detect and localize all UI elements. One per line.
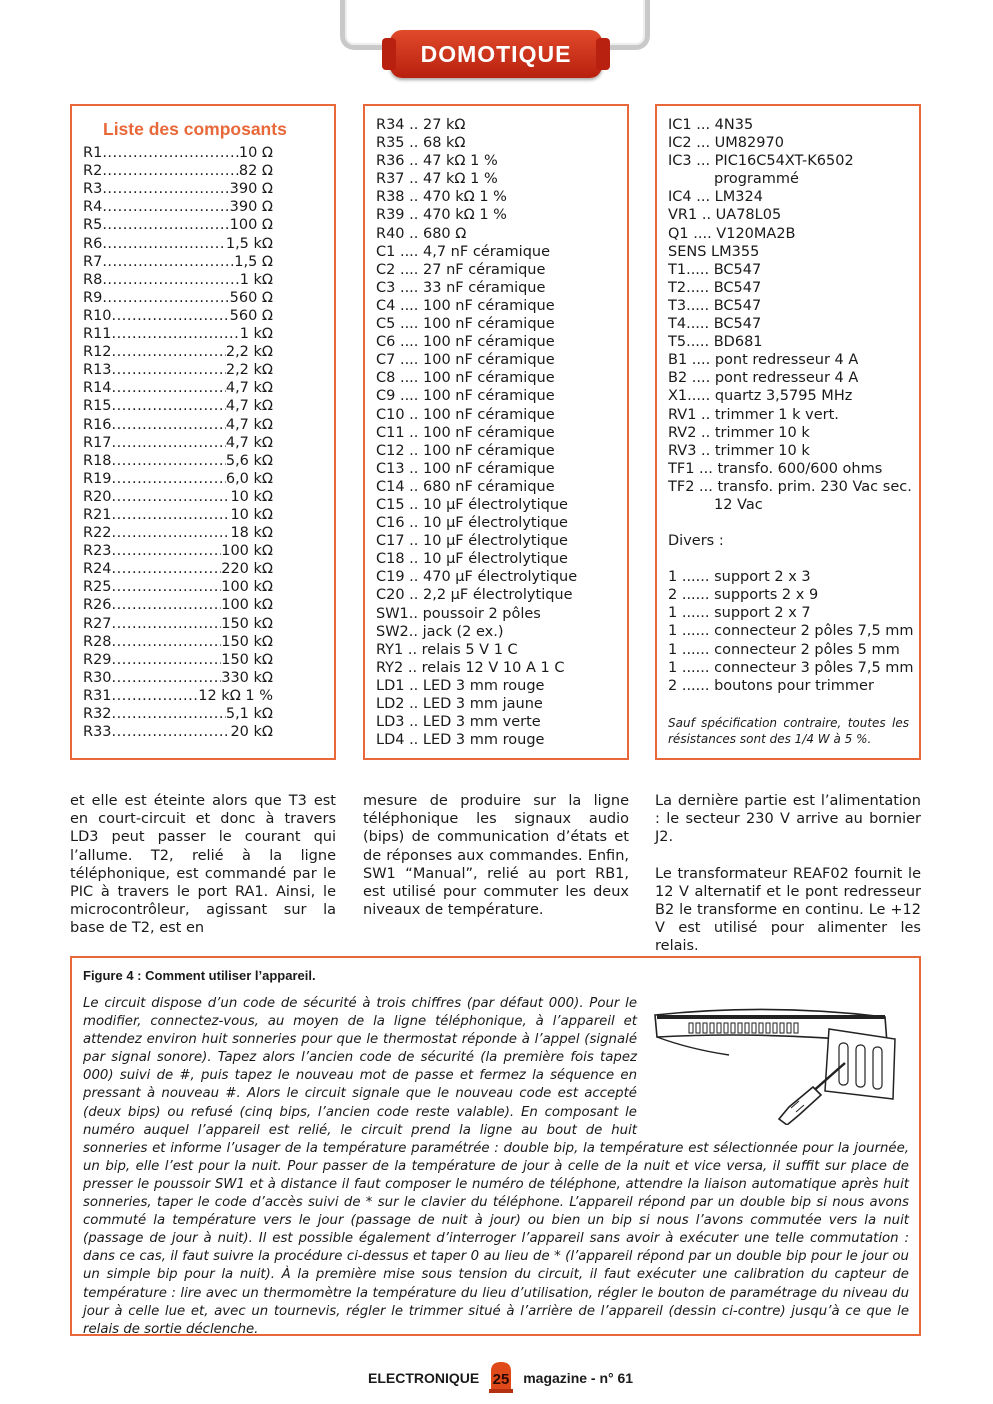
component-ref: R4: [83, 199, 103, 216]
component-value: 5,6 kΩ: [225, 452, 273, 469]
component-line: R38 .. 470 kΩ 1 %: [376, 189, 507, 206]
component-line: X1..... quartz 3,5795 MHz: [668, 388, 853, 405]
components-box-left: [70, 104, 336, 760]
component-line: 1 ...... support 2 x 3: [668, 569, 811, 586]
components-box-right: [655, 104, 921, 760]
component-value: 6,0 kΩ: [225, 470, 273, 487]
trimmer-adjustment-illustration: [649, 995, 913, 1125]
component-row: [83, 596, 273, 614]
component-ref: R33: [83, 724, 112, 741]
divers-list: [668, 568, 914, 695]
component-line: B2 .... pont redresseur 4 A: [668, 370, 859, 387]
leader-dots: [112, 542, 222, 560]
component-row: [83, 506, 273, 524]
divers-title: Divers :: [668, 533, 724, 550]
component-row: [83, 470, 273, 488]
leader-dots: [102, 144, 239, 162]
component-ref: R18: [83, 452, 112, 469]
components-box-middle: [363, 104, 629, 760]
paragraph: La dernière partie est l’alimentation : le secteur 230 V arrive au bornier J2.: [655, 793, 921, 846]
paragraph: mesure de produire sur la ligne téléphonique les signaux audio (bips) de communication d’états et de réponses aux commandes. Enfin, SW1 “Manual”, relié au port RB1, est utilisé pour commuter les deux niveaux de température.: [363, 793, 629, 919]
component-line: SW2.. jack (2 ex.): [376, 623, 504, 640]
component-value: 150 kΩ: [221, 615, 273, 632]
leader-dots: [112, 560, 222, 578]
components-title: Liste des composants: [103, 119, 287, 139]
paragraph: Le transformateur REAF02 fournit le 12 V alternatif et le pont redresseur B2 le transforme en continu. Le +12 V est utilisé pour alimenter les relais.: [655, 865, 921, 955]
component-line: IC3 ... PIC16C54XT-K6502: [668, 153, 854, 170]
figure-text: Le circuit dispose d’un code de sécurité à trois chiffres (par défaut 000). Pour le modifier, connectez-vous, au moyen de la ligne téléphonique, à l’appareil et attendez environ huit sonneries pour que le thermostat réponde à l’appel (signalé par signal sonore). Tapez alors l’ancien code de sécurité (la première fois tapez 000) suivi de #, puis tapez le nouveau mot de passe et fermez la séquence en pressant à nouveau #. Alors le circuit signale que le nouveau code est accepté (deux bips) ou refusé (cinq bips, l’ancien code reste valable). En composant le numéro auquel l’appareil est relié, le circuit prend la ligne au bout de huit sonneries et informe l’usager de la température paramétrée : double bip, la température est sélectionnée pour la journée, un bip, elle l’est pour la nuit. Pour passer de la température de jour à celle de la nuit et vice versa, il suffit sur place de presser le poussoir SW1 et à distance il faut composer le numéro de téléphone, attendre la liaison automatique après huit sonneries, taper le code d’accès suivi de * sur le clavier du téléphone. L’appareil répond par un double bip si nous avons commuté la température vers le jour (passage de nuit à jour) ou bien un bip si nous l’avons commutée vers la nuit (passage de jour à nuit). Il est possible également d’interroger l’appareil sans avoir à exécuter une telle commutation : dans ce cas, il faut suivre la procédure ci-dessus et taper 0 au lieu de * (l’appareil répond par un double bip pour le jour ou un simple bip pour la nuit). À la première mise sous tension du circuit, il faut exécuter une calibration du capteur de température : lire avec un thermomètre la température du lieu d’utilisation, régler le bouton de paramétrage du niveau du jour à celle lue et, avec un tournevis, régler le trimmer situé à l’arrière de l’appareil (dessin ci-contre) jusqu’à ce que le relais de sortie déclenche.: [83, 996, 909, 1337]
component-line: VR1 .. UA78L05: [668, 207, 782, 224]
leader-dots: [112, 524, 231, 542]
component-ref: R26: [83, 597, 112, 614]
component-line: R40 .. 680 Ω: [376, 225, 467, 242]
leader-dots: [112, 470, 226, 488]
component-line: C5 .... 100 nF céramique: [376, 316, 555, 333]
component-row: [83, 271, 273, 289]
component-ref: R6: [83, 235, 103, 252]
component-value: 1,5 Ω: [234, 253, 273, 270]
component-line: RV3 .. trimmer 10 k: [668, 442, 810, 459]
leader-dots: [112, 687, 199, 705]
component-line: C9 .... 100 nF céramique: [376, 388, 555, 405]
component-row: [83, 307, 273, 325]
component-line: 12 Vac: [714, 496, 763, 513]
footer-issue: magazine - n° 61: [523, 1370, 634, 1386]
component-line: 1 ...... support 2 x 7: [668, 605, 811, 622]
article-column-1: [70, 792, 336, 956]
leader-dots: [112, 596, 222, 614]
component-value: 150 kΩ: [221, 633, 273, 650]
component-ref: R24: [83, 561, 112, 578]
component-row: [83, 651, 273, 669]
component-row: [83, 216, 273, 234]
component-ref: R7: [83, 253, 103, 270]
component-line: C20 .. 2,2 µF électrolytique: [376, 587, 573, 604]
component-line: C8 .... 100 nF céramique: [376, 370, 555, 387]
leader-dots: [102, 216, 229, 234]
component-line: RY1 .. relais 5 V 1 C: [376, 641, 518, 658]
leader-dots: [102, 271, 239, 289]
component-line: T4..... BC547: [668, 316, 762, 333]
paragraph: et elle est éteinte alors que T3 est en court-circuit et donc à travers LD3 peut passer le courant qui l’allume. T2, relié à la ligne téléphonique, est commandé par le PIC à travers le port RA1. Ainsi, le microcontrôleur, agissant sur la base de T2, est en: [70, 793, 336, 937]
component-line: T2..... BC547: [668, 279, 762, 296]
component-line: TF1 ... transfo. 600/600 ohms: [668, 460, 883, 477]
leader-dots: [112, 452, 226, 470]
component-line: C15 .. 10 µF électrolytique: [376, 496, 568, 513]
component-value: 12 kΩ 1 %: [198, 687, 273, 704]
component-row: [83, 669, 273, 687]
component-value: 20 kΩ: [230, 724, 273, 741]
component-row: [83, 687, 273, 705]
component-ref: R22: [83, 525, 112, 542]
leader-dots: [112, 397, 226, 415]
component-line: RY2 .. relais 12 V 10 A 1 C: [376, 659, 565, 676]
component-line: RV1 .. trimmer 1 k vert.: [668, 406, 839, 423]
article-column-3: [655, 792, 921, 974]
component-line: IC2 ... UM82970: [668, 135, 784, 152]
component-row: [83, 488, 273, 506]
component-ref: R16: [83, 416, 112, 433]
component-ref: R14: [83, 380, 112, 397]
component-line: R39 .. 470 kΩ 1 %: [376, 207, 507, 224]
component-line: B1 .... pont redresseur 4 A: [668, 352, 859, 369]
component-row: [83, 615, 273, 633]
component-row: [83, 578, 273, 596]
component-ref: R25: [83, 579, 112, 596]
component-row: [83, 379, 273, 397]
component-ref: R5: [83, 217, 103, 234]
component-line: TF2 ... transfo. prim. 230 Vac sec.: [668, 478, 912, 495]
component-row: [83, 397, 273, 415]
component-value: 4,7 kΩ: [225, 434, 273, 451]
section-tag: DOMOTIQUE: [390, 30, 602, 78]
figure-title: Figure 4 : Comment utiliser l’appareil.: [83, 968, 316, 983]
leader-dots: [112, 615, 222, 633]
component-row: [83, 144, 273, 162]
component-value: 560 Ω: [229, 289, 273, 306]
component-row: [83, 235, 273, 253]
component-line: SW1.. poussoir 2 pôles: [376, 605, 541, 622]
component-value: 4,7 kΩ: [225, 416, 273, 433]
leader-dots: [102, 162, 239, 180]
page-footer: [368, 1360, 633, 1396]
component-line: C7 .... 100 nF céramique: [376, 352, 555, 369]
leader-dots: [102, 235, 226, 253]
resistor-list: [83, 144, 324, 741]
component-value: 330 kΩ: [221, 669, 273, 686]
component-line: T1..... BC547: [668, 261, 762, 278]
leader-dots: [112, 343, 226, 361]
component-value: 560 Ω: [229, 307, 273, 324]
component-ref: R15: [83, 398, 112, 415]
footer-magazine-name: ELECTRONIQUE: [368, 1370, 480, 1386]
component-line: LD3 .. LED 3 mm verte: [376, 714, 541, 731]
component-line: C13 .. 100 nF céramique: [376, 460, 555, 477]
component-line: 2 ...... boutons pour trimmer: [668, 677, 874, 694]
component-value: 5,1 kΩ: [225, 706, 273, 722]
component-value: 4,7 kΩ: [225, 380, 273, 397]
component-ref: R19: [83, 470, 112, 487]
component-row: [83, 180, 273, 198]
component-list-right: [668, 116, 912, 514]
component-value: 100 kΩ: [221, 597, 273, 614]
article-column-2: [363, 792, 629, 937]
component-value: 220 kΩ: [221, 561, 273, 578]
component-line: SENS LM355: [668, 243, 760, 260]
component-value: 82 Ω: [238, 163, 273, 180]
component-line: IC1 ... 4N35: [668, 117, 754, 133]
leader-dots: [112, 723, 231, 741]
component-line: Q1 .... V120MA2B: [668, 225, 796, 242]
leader-dots: [112, 669, 222, 687]
component-line: C1 .... 4,7 nF céramique: [376, 243, 551, 260]
leader-dots: [102, 253, 234, 271]
leader-dots: [112, 488, 231, 506]
component-line: C6 .... 100 nF céramique: [376, 334, 555, 351]
component-value: 4,7 kΩ: [225, 398, 273, 415]
component-line: RV2 .. trimmer 10 k: [668, 424, 810, 441]
component-line: C19 .. 470 µF électrolytique: [376, 569, 578, 586]
component-row: [83, 452, 273, 470]
component-ref: R8: [83, 271, 103, 288]
component-value: 390 Ω: [229, 181, 273, 198]
component-line: C4 .... 100 nF céramique: [376, 297, 555, 314]
component-row: [83, 416, 273, 434]
component-value: 150 kΩ: [221, 651, 273, 668]
leader-dots: [112, 325, 240, 343]
component-line: 1 ...... connecteur 2 pôles 7,5 mm: [668, 623, 914, 640]
component-row: [83, 434, 273, 452]
leader-dots: [112, 361, 226, 379]
component-line: C12 .. 100 nF céramique: [376, 442, 555, 459]
component-ref: R3: [83, 181, 103, 198]
component-row: [83, 361, 273, 379]
component-line: 1 ...... connecteur 3 pôles 7,5 mm: [668, 659, 914, 676]
component-row: [83, 723, 273, 741]
component-line: C10 .. 100 nF céramique: [376, 406, 555, 423]
leader-dots: [102, 198, 229, 216]
component-ref: R32: [83, 706, 112, 722]
component-row: [83, 524, 273, 542]
leader-dots: [112, 705, 226, 723]
leader-dots: [112, 578, 222, 596]
component-row: [83, 343, 273, 361]
figure-4-box: [70, 956, 921, 1336]
leader-dots: [112, 633, 222, 651]
component-value: 1,5 kΩ: [225, 235, 273, 252]
leader-dots: [112, 651, 222, 669]
component-value: 10 Ω: [238, 145, 273, 162]
component-row: [83, 560, 273, 578]
component-line: LD1 .. LED 3 mm rouge: [376, 677, 545, 694]
component-row: [83, 198, 273, 216]
component-line: IC4 ... LM324: [668, 189, 763, 206]
component-ref: R29: [83, 651, 112, 668]
component-row: [83, 542, 273, 560]
component-list-middle: [376, 116, 617, 749]
component-line: LD4 .. LED 3 mm rouge: [376, 732, 545, 749]
component-line: R37 .. 47 kΩ 1 %: [376, 171, 498, 188]
component-value: 390 Ω: [229, 199, 273, 216]
component-ref: R2: [83, 163, 103, 180]
component-ref: R21: [83, 506, 112, 523]
component-value: 10 kΩ: [230, 506, 273, 523]
component-ref: R27: [83, 615, 112, 632]
component-value: 2,2 kΩ: [225, 362, 273, 379]
component-value: 100 kΩ: [221, 543, 273, 560]
component-line: T3..... BC547: [668, 297, 762, 314]
component-line: 2 ...... supports 2 x 9: [668, 587, 819, 604]
component-row: [83, 325, 273, 343]
component-ref: R9: [83, 289, 103, 306]
component-line: C3 .... 33 nF céramique: [376, 279, 546, 296]
component-ref: R20: [83, 488, 112, 505]
component-line: programmé: [714, 171, 799, 188]
component-row: [83, 162, 273, 180]
leader-dots: [112, 506, 231, 524]
leader-dots: [112, 434, 226, 452]
component-line: T5..... BD681: [668, 334, 763, 351]
component-ref: R11: [83, 326, 112, 343]
component-ref: R12: [83, 344, 112, 361]
component-ref: R30: [83, 669, 112, 686]
component-line: R35 .. 68 kΩ: [376, 135, 466, 152]
component-line: C17 .. 10 µF électrolytique: [376, 533, 568, 550]
component-line: LD2 .. LED 3 mm jaune: [376, 696, 543, 712]
component-line: C16 .. 10 µF électrolytique: [376, 515, 568, 532]
component-line: C14 .. 680 nF céramique: [376, 478, 555, 495]
component-value: 2,2 kΩ: [225, 344, 273, 361]
component-ref: R10: [83, 307, 112, 324]
leader-dots: [112, 307, 230, 325]
component-row: [83, 253, 273, 271]
leader-dots: [102, 289, 229, 307]
component-line: C18 .. 10 µF électrolytique: [376, 551, 568, 568]
component-line: C11 .. 100 nF céramique: [376, 424, 555, 441]
component-line: R34 .. 27 kΩ: [376, 117, 466, 133]
component-row: [83, 705, 273, 723]
component-ref: R31: [83, 687, 112, 704]
component-line: 1 ...... connecteur 2 pôles 5 mm: [668, 641, 900, 658]
component-value: 1 kΩ: [239, 326, 273, 343]
component-value: 1 kΩ: [239, 271, 273, 288]
component-row: [83, 633, 273, 651]
led-page-icon: [487, 1361, 515, 1395]
leader-dots: [112, 416, 226, 434]
component-value: 18 kΩ: [230, 525, 273, 542]
component-value: 100 Ω: [229, 217, 273, 234]
page-number: 25: [492, 1371, 510, 1388]
leader-dots: [112, 379, 226, 397]
component-ref: R13: [83, 362, 112, 379]
component-ref: R23: [83, 543, 112, 560]
component-value: 100 kΩ: [221, 579, 273, 596]
component-ref: R17: [83, 434, 112, 451]
component-line: C2 .... 27 nF céramique: [376, 261, 546, 278]
component-line: R36 .. 47 kΩ 1 %: [376, 153, 498, 170]
component-ref: R1: [83, 145, 103, 162]
resistor-note: Sauf spécification contraire, toutes les résistances sont des 1/4 W à 5 %.: [668, 715, 909, 746]
component-value: 10 kΩ: [230, 488, 273, 505]
leader-dots: [102, 180, 229, 198]
component-ref: R28: [83, 633, 112, 650]
component-row: [83, 289, 273, 307]
